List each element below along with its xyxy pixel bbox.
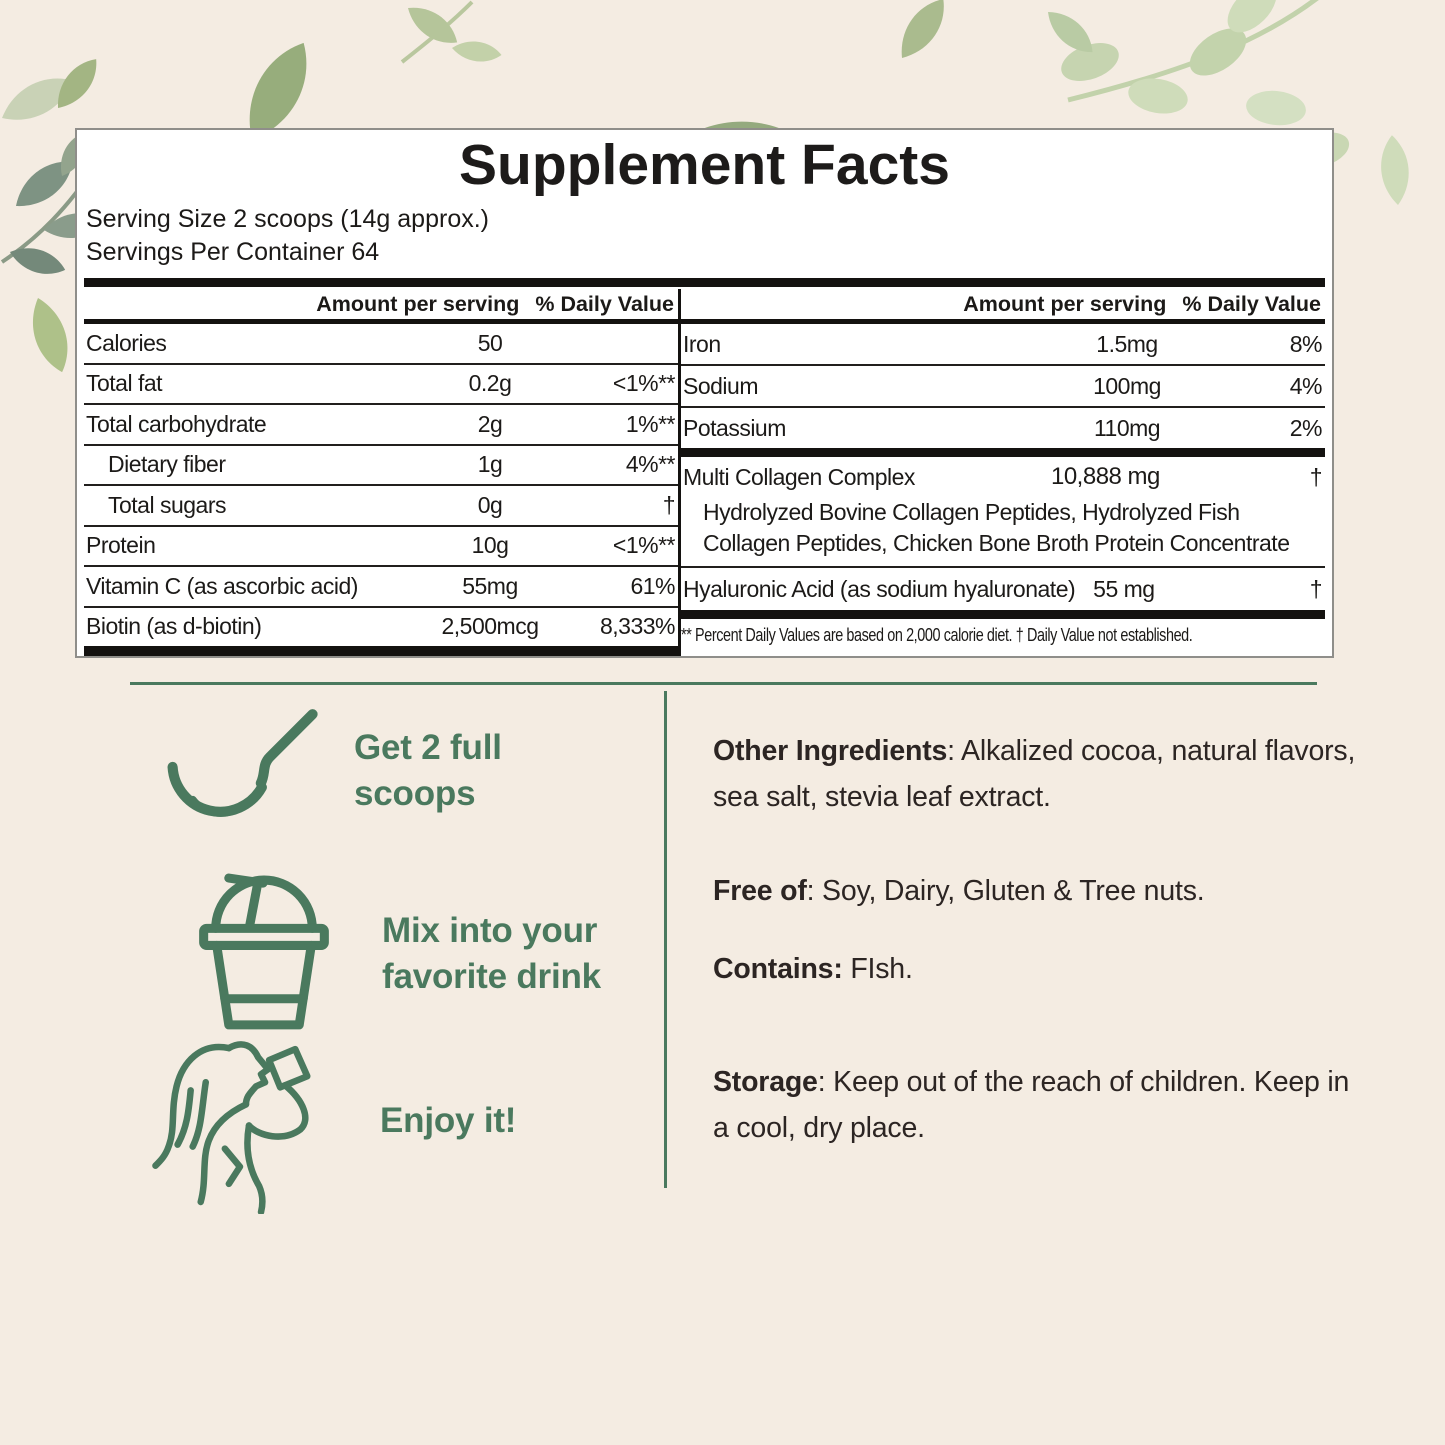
usage-step-label: Mix into your favorite drink	[382, 910, 601, 996]
panel-title: Supplement Facts	[459, 133, 950, 197]
contains-text: Contains: FIsh.	[713, 953, 913, 986]
nutrient-name: Potassium	[683, 414, 786, 441]
thick-rule-bottom	[84, 646, 678, 656]
thick-rule	[681, 448, 1325, 457]
nutrient-amount: 2,500mcg	[441, 613, 539, 640]
other-ingredients-text: Other Ingredients: Alkalized cocoa, natural flavors, sea salt, stevia leaf extract.	[713, 735, 1356, 814]
nutrient-row	[84, 608, 678, 647]
vertical-divider	[664, 691, 667, 1188]
usage-step-scoop	[148, 700, 589, 842]
woman-drinking-icon	[148, 1028, 360, 1214]
nutrient-name: Hyaluronic Acid (as sodium hyaluronate)	[683, 575, 1076, 602]
nutrient-amount: 50	[477, 329, 503, 356]
header-daily-value: % Daily Value	[1182, 291, 1321, 316]
nutrient-amount: 10g	[471, 532, 509, 559]
serving-size: Serving Size 2 scoops (14g approx.)	[86, 204, 489, 233]
drink-cup-icon	[188, 866, 340, 1042]
usage-step-mix	[188, 866, 647, 1042]
nutrient-dv: †	[1309, 575, 1322, 602]
nutrient-name: Calories	[86, 329, 167, 356]
nutrient-row	[84, 446, 678, 487]
nutrient-row	[84, 405, 678, 446]
usage-step-label: Get 2 full scoops	[354, 727, 502, 813]
supplement-facts-panel	[75, 128, 1334, 658]
daily-value-footnote: ** Percent Daily Values are based on 2,000 calorie diet. † Daily Value not established.	[681, 625, 1193, 645]
thick-rule	[681, 610, 1325, 619]
nutrient-amount: 1g	[477, 451, 503, 478]
nutrient-name: Iron	[683, 330, 721, 357]
servings-per-container: Servings Per Container 64	[86, 237, 380, 266]
nutrient-amount: 110mg	[1093, 414, 1161, 441]
nutrient-dv: †	[1309, 463, 1322, 490]
nutrient-amount: 0.2g	[468, 370, 512, 397]
nutrient-dv: 4%	[1289, 372, 1322, 399]
nutrient-dv: 4%**	[625, 451, 675, 478]
nutrient-name: Sodium	[683, 372, 758, 399]
hyaluronic-acid-row	[681, 568, 1325, 610]
nutrient-row	[84, 365, 678, 406]
free-of-text: Free of: Soy, Dairy, Gluten & Tree nuts.	[713, 875, 1205, 908]
scoop-icon	[148, 700, 326, 842]
storage-text: Storage: Keep out of the reach of children. Keep in a cool, dry place.	[713, 1065, 1350, 1144]
nutrition-table-right	[681, 289, 1325, 656]
nutrient-row	[84, 486, 678, 527]
nutrient-row	[84, 527, 678, 568]
nutrient-name: Protein	[86, 532, 156, 559]
nutrient-name: Vitamin C (as ascorbic acid)	[86, 572, 358, 599]
collagen-complex-row	[681, 457, 1325, 568]
usage-step-enjoy	[148, 1028, 516, 1214]
nutrient-row	[681, 324, 1325, 366]
table-header	[84, 289, 678, 319]
nutrient-amount: 2g	[477, 410, 503, 437]
table-rows	[84, 324, 678, 646]
nutrition-table-left	[84, 289, 678, 656]
nutrient-amount: 10,888 mg	[1050, 463, 1160, 490]
horizontal-divider	[130, 682, 1317, 685]
nutrient-dv: 61%	[630, 572, 675, 599]
nutrient-dv: 8%	[1289, 330, 1322, 357]
nutrient-dv: 1%**	[625, 410, 675, 437]
nutrient-dv: <1%**	[612, 370, 675, 397]
nutrient-name: Multi Collagen Complex	[683, 463, 915, 490]
nutrient-dv: †	[662, 491, 675, 518]
thick-rule-top	[84, 278, 1325, 287]
nutrient-name: Dietary fiber	[108, 451, 226, 478]
nutrient-row	[84, 567, 678, 608]
nutrient-row	[84, 324, 678, 365]
collagen-ingredients: Hydrolyzed Bovine Collagen Peptides, Hydrolyzed Fish Collagen Peptides, Chicken Bone Broth Protein Concentrate	[703, 499, 1290, 556]
header-amount: Amount per serving	[316, 291, 520, 316]
nutrition-tables	[84, 289, 1325, 656]
usage-step-label: Enjoy it!	[380, 1100, 517, 1140]
product-info-column	[713, 728, 1368, 1151]
nutrient-amount: 100mg	[1093, 372, 1161, 399]
nutrient-row	[681, 408, 1325, 448]
nutrient-amount: 0g	[477, 491, 503, 518]
nutrient-name: Total carbohydrate	[86, 410, 267, 437]
nutrient-dv: <1%**	[612, 532, 675, 559]
header-daily-value: % Daily Value	[535, 291, 674, 316]
nutrient-name: Total sugars	[108, 491, 227, 518]
nutrient-name: Total fat	[86, 370, 163, 397]
nutrient-row	[681, 366, 1325, 408]
nutrient-amount: 55 mg	[1093, 575, 1155, 602]
header-amount: Amount per serving	[963, 291, 1167, 316]
nutrient-dv: 8,333%	[599, 613, 675, 640]
nutrient-name: Biotin (as d-biotin)	[86, 613, 262, 640]
nutrient-dv: 2%	[1289, 414, 1322, 441]
nutrient-amount: 1.5mg	[1096, 330, 1158, 357]
nutrient-amount: 55mg	[462, 572, 518, 599]
table-header	[681, 289, 1325, 319]
